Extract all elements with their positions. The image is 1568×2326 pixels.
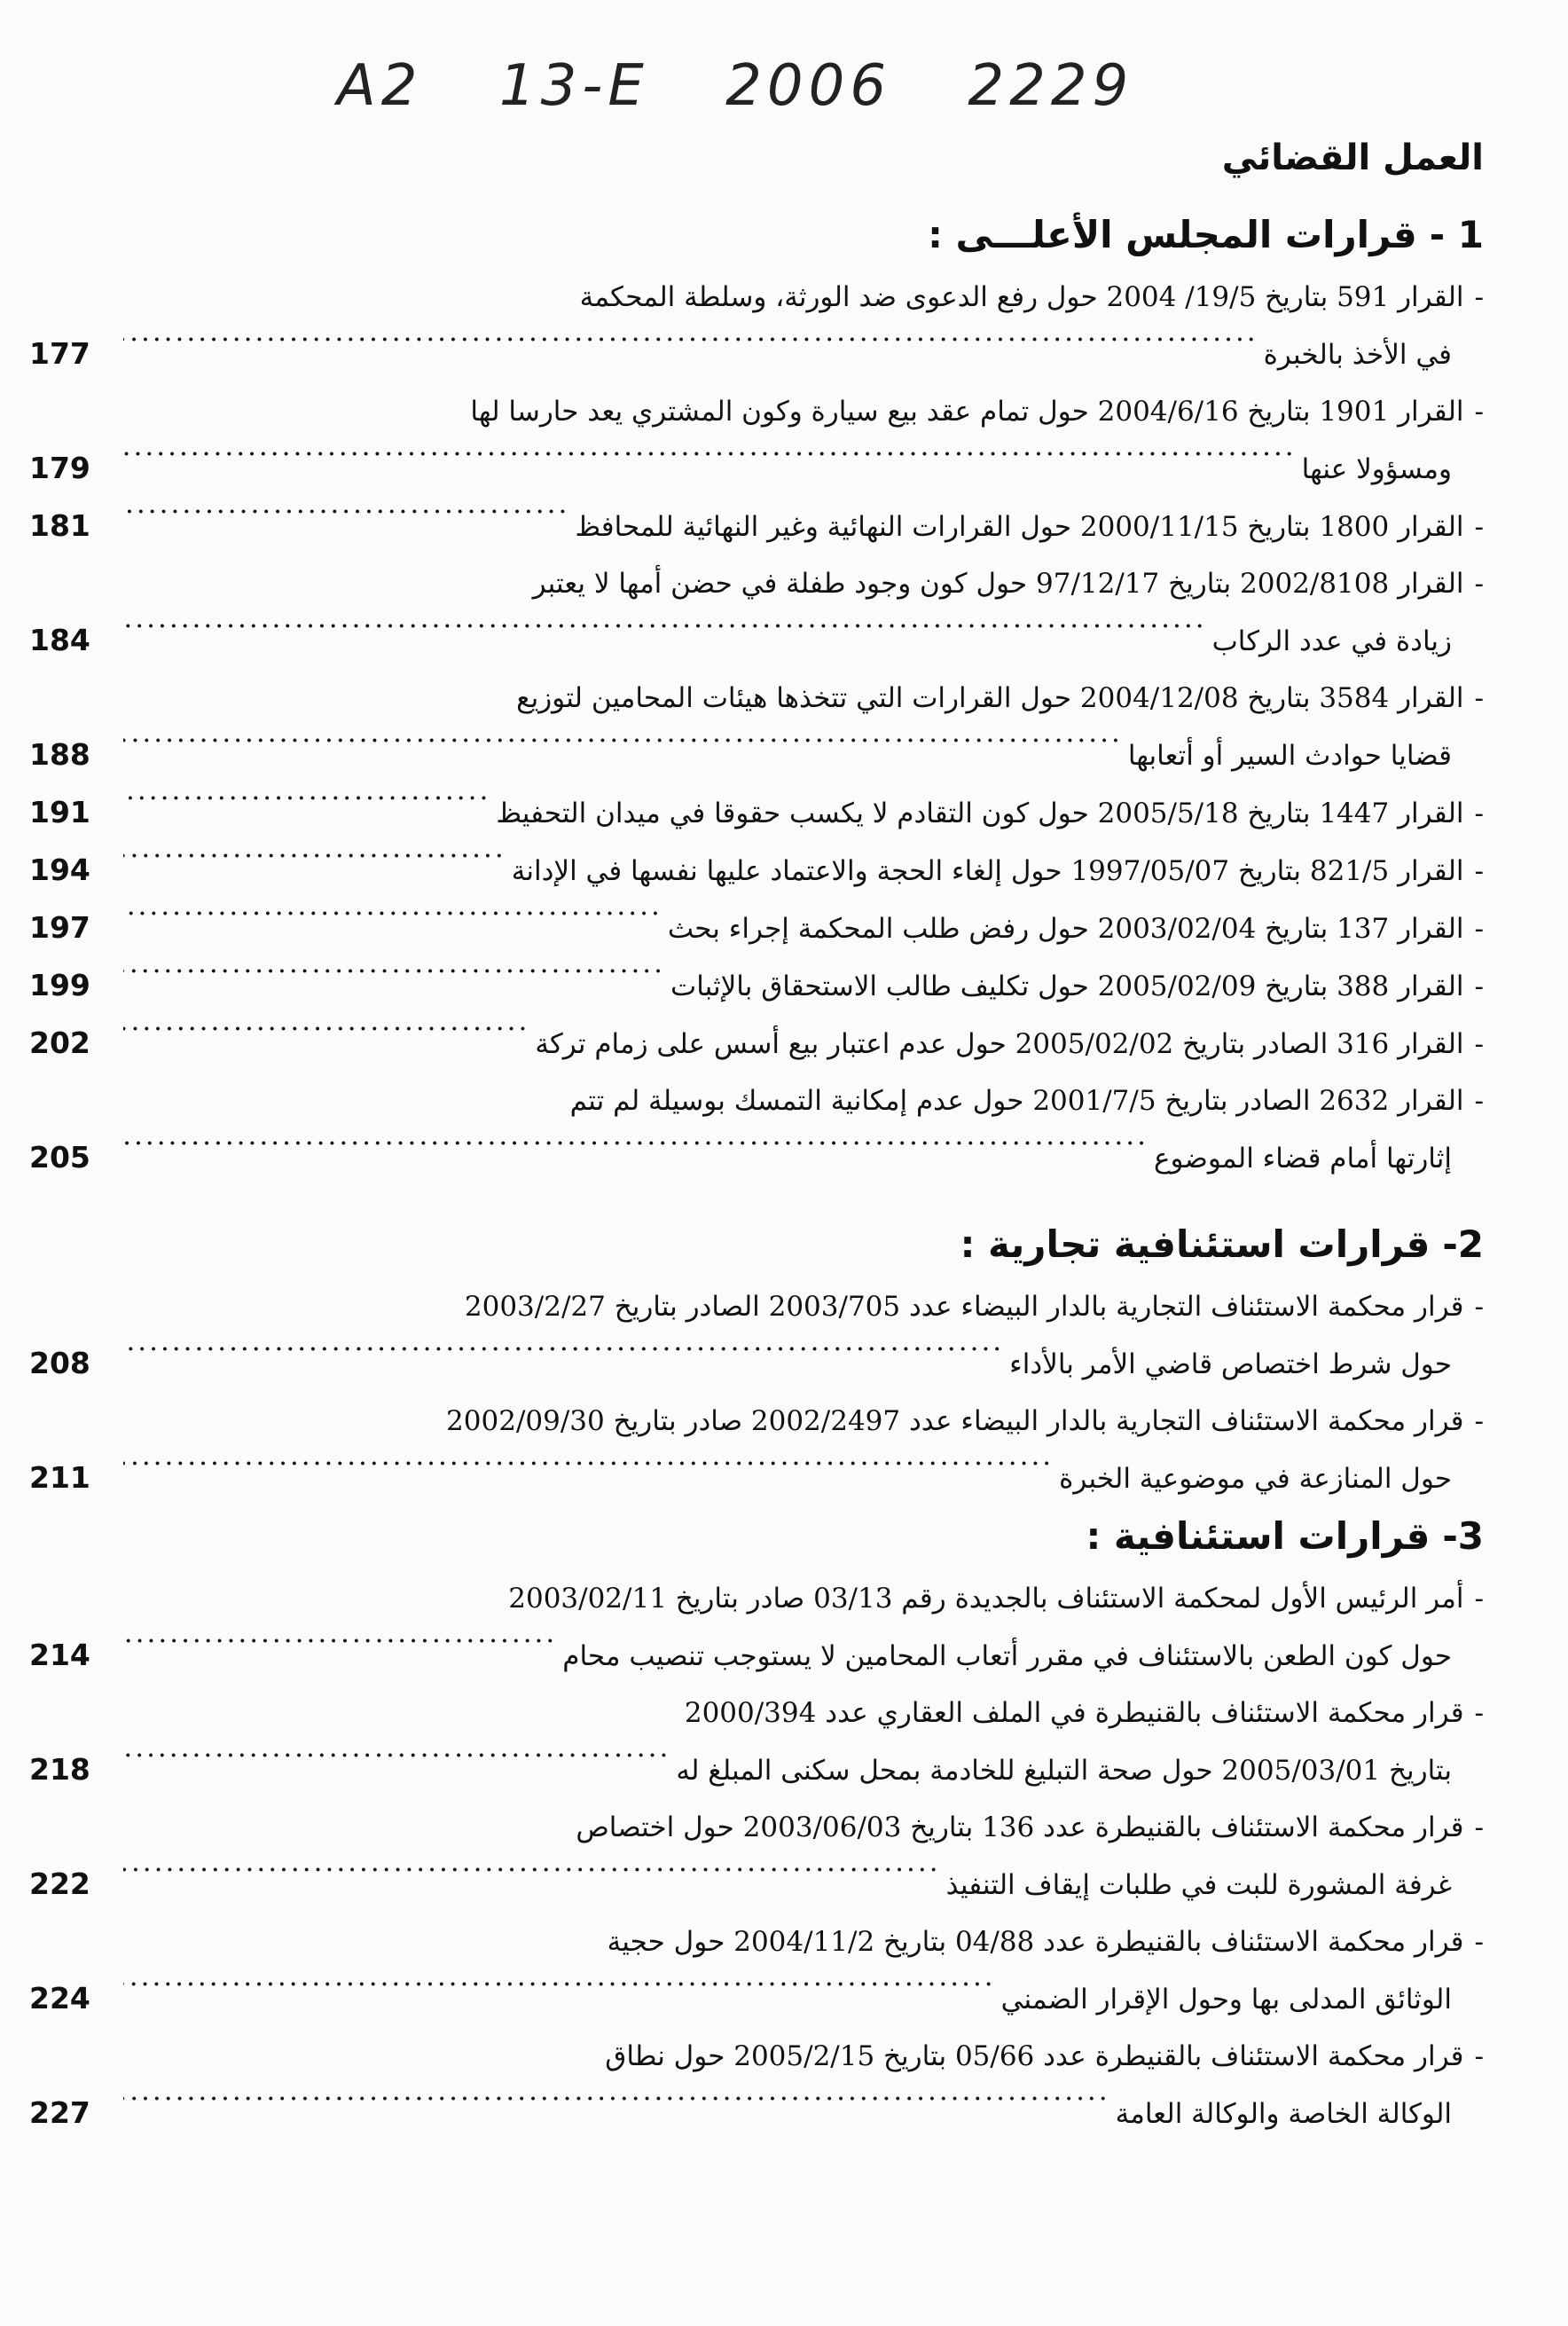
entry-dash: - [1474, 913, 1484, 945]
page-number: 205 [29, 1140, 90, 1175]
dot-leader [123, 1861, 941, 1894]
entry-line [1116, 2086, 1484, 2142]
entry-text: القرار 2002/8108 بتاريخ 97/12/17 حول كون وجود طفلة في حضن أمها لا يعتبر [532, 568, 1464, 600]
dot-leader [123, 1020, 529, 1053]
entry-line [1212, 613, 1484, 670]
entry-text: إثارتها أمام قضاء الموضوع [1154, 1143, 1452, 1175]
entry-leader-row [29, 440, 1484, 498]
entry-dash: - [1474, 970, 1484, 1002]
entry-line [1264, 326, 1484, 383]
entry-dash: - [1474, 2040, 1484, 2072]
entry-text: حول كون الطعن بالاستئناف في مقرر أتعاب المحامين لا يستوجب تنصيب محام [562, 1640, 1452, 1672]
page-number: 208 [29, 1346, 90, 1380]
entry-dash: - [1474, 1085, 1484, 1117]
dot-leader [123, 1976, 996, 2008]
entry-dash: - [1474, 682, 1484, 714]
dot-leader [123, 2090, 1110, 2123]
section-heading [29, 1514, 1484, 1558]
entry-leader-row [29, 326, 1484, 383]
entry-leader-row [29, 612, 1484, 670]
page-number: 214 [29, 1638, 90, 1672]
entry-line [1009, 1336, 1484, 1393]
entry-text: القرار 137 بتاريخ 2003/02/04 حول رفض طلب المحكمة إجراء بحث [667, 913, 1464, 945]
page-number: 227 [29, 2095, 90, 2130]
dot-leader [123, 1340, 1004, 1373]
entry-line [29, 1393, 1484, 1450]
dot-leader [123, 790, 490, 822]
entry-text: بتاريخ 2005/03/01 حول صحة التبليغ للخادمة بمحل سكنى المبلغ له [676, 1755, 1452, 1787]
entry-line [29, 2028, 1484, 2085]
entry-line [670, 958, 1484, 1015]
entry-leader-row [29, 784, 1484, 842]
page-rubric: العمل القضائي [1221, 138, 1484, 178]
page-number: 197 [29, 910, 90, 945]
entry-dash: - [1474, 1405, 1484, 1437]
entry-leader-row [29, 957, 1484, 1015]
page-number: 194 [29, 853, 90, 887]
entry-line [29, 555, 1484, 612]
dot-leader [123, 1135, 1149, 1167]
entry-line [29, 670, 1484, 727]
dot-leader [123, 963, 665, 995]
page-number: 218 [29, 1752, 90, 1787]
toc-entry [29, 842, 1484, 900]
entry-text: القرار 388 بتاريخ 2005/02/09 حول تكليف طالب الاستحقاق بالإثبات [670, 970, 1464, 1002]
entry-text: القرار 591 بتاريخ 19/5/ 2004 حول رفع الدعوى ضد الورثة، وسلطة المحكمة [579, 281, 1464, 313]
dot-leader [123, 1455, 1054, 1488]
entry-text: القرار 1800 بتاريخ 2000/11/15 حول القرارات النهائية وغير النهائية للمحافظ [575, 511, 1464, 543]
entry-text: قرار محكمة الاستئناف بالقنيطرة عدد 05/66 بتاريخ 2005/2/15 حول نطاق [605, 2040, 1464, 2072]
toc-entry [29, 1570, 1484, 1685]
toc-entry [29, 1799, 1484, 1913]
page-number: 222 [29, 1866, 90, 1901]
toc-entry [29, 1393, 1484, 1507]
entry-line [496, 785, 1484, 842]
entry-leader-row [29, 1335, 1484, 1393]
page-number: 202 [29, 1025, 90, 1060]
toc-entry [29, 383, 1484, 498]
entry-text: قرار محكمة الاستئناف التجارية بالدار البيضاء عدد 2003/705 الصادر بتاريخ 2003/2/27 [464, 1291, 1464, 1323]
entry-line [668, 900, 1484, 957]
entry-line [676, 1742, 1484, 1799]
entry-text: الوكالة الخاصة والوكالة العامة [1115, 2098, 1452, 2130]
toc-entry [29, 1278, 1484, 1393]
page-number: 191 [29, 795, 90, 829]
entry-text: القرار 3584 بتاريخ 2004/12/08 حول القرارات التي تتخذها هيئات المحامين لتوزيع [516, 682, 1464, 714]
toc-entry [29, 1015, 1484, 1073]
entry-line [29, 1685, 1484, 1741]
entry-text: زيادة في عدد الركاب [1211, 625, 1452, 657]
entry-text: حول شرط اختصاص قاضي الأمر بالأداء [1009, 1348, 1452, 1380]
entry-text: القرار 1447 بتاريخ 2005/5/18 حول كون التقادم لا يكسب حقوقا في ميدان التحفيظ [496, 798, 1464, 829]
dot-leader [123, 503, 569, 536]
entry-line [512, 843, 1484, 900]
toc-entry [29, 269, 1484, 383]
entry-dash: - [1474, 855, 1484, 887]
entry-text: القرار 2632 الصادر بتاريخ 2001/7/5 حول عدم إمكانية التمسك بوسيلة لم تتم [569, 1085, 1464, 1117]
entry-text: قضايا حوادث السير أو أتعابها [1127, 740, 1452, 772]
section-number: 3- [1442, 1514, 1484, 1558]
entry-line [535, 1016, 1484, 1073]
toc-entry [29, 784, 1484, 842]
dot-leader [123, 732, 1123, 765]
entry-line [1154, 1130, 1484, 1187]
entry-line [29, 1278, 1484, 1335]
page-number: 199 [29, 968, 90, 1002]
entry-line [1001, 1971, 1484, 2028]
entry-text: حول المنازعة في موضوعية الخبرة [1059, 1463, 1452, 1495]
entry-dash: - [1474, 798, 1484, 829]
entry-line [1059, 1450, 1484, 1507]
dot-leader [123, 1747, 670, 1780]
entry-line [29, 1913, 1484, 1970]
entry-dash: - [1474, 1583, 1484, 1615]
toc-section [29, 213, 1484, 1187]
entry-text: القرار 1901 بتاريخ 2004/6/16 حول تمام عقد بيع سيارة وكون المشتري يعد حارسا لها [470, 396, 1464, 428]
toc-entry [29, 957, 1484, 1015]
entry-line [946, 1857, 1484, 1913]
section-heading [29, 213, 1484, 256]
entry-text: أمر الرئيس الأول لمحكمة الاستئناف بالجديدة رقم 03/13 صادر بتاريخ 2003/02/11 [508, 1583, 1464, 1615]
section-number: 1 - [1429, 213, 1484, 256]
entry-text: قرار محكمة الاستئناف بالقنيطرة عدد 04/88 بتاريخ 2004/11/2 حول حجية [607, 1926, 1464, 1958]
entry-dash: - [1474, 1926, 1484, 1958]
page-number: 181 [29, 508, 90, 543]
toc-entry [29, 900, 1484, 957]
dot-leader [123, 445, 1297, 478]
entry-text: القرار 316 الصادر بتاريخ 2005/02/02 حول عدم اعتبار بيع أسس على زمام تركة [535, 1028, 1464, 1060]
entry-leader-row [29, 2085, 1484, 2142]
toc-entry [29, 555, 1484, 670]
entry-line [29, 1799, 1484, 1856]
toc-entry [29, 1913, 1484, 2028]
section-title: قرارات المجلس الأعلـــى : [928, 213, 1417, 256]
dot-leader [123, 617, 1207, 650]
entry-dash: - [1474, 1291, 1484, 1323]
section-number: 2- [1442, 1222, 1484, 1266]
entry-line [29, 269, 1484, 326]
page-number: 177 [29, 336, 90, 371]
page-number: 188 [29, 737, 90, 772]
entry-dash: - [1474, 281, 1484, 313]
entry-line [29, 1570, 1484, 1627]
page-number: 179 [29, 451, 90, 485]
entry-leader-row [29, 1856, 1484, 1913]
entry-line [29, 383, 1484, 440]
entry-leader-row [29, 1015, 1484, 1073]
entry-dash: - [1474, 568, 1484, 600]
handwritten-reference: A2 13-E 2006 2229 [337, 53, 1134, 119]
entry-dash: - [1474, 396, 1484, 428]
page-number: 224 [29, 1981, 90, 2016]
section-title: قرارات استئنافية : [1086, 1514, 1431, 1558]
dot-leader [123, 331, 1258, 364]
entry-leader-row [29, 727, 1484, 784]
section-title: قرارات استئنافية تجارية : [960, 1222, 1431, 1266]
toc-entry [29, 670, 1484, 784]
entry-leader-row [29, 1970, 1484, 2028]
entry-dash: - [1474, 511, 1484, 543]
entry-text: قرار محكمة الاستئناف بالقنيطرة في الملف العقاري عدد 2000/394 [684, 1697, 1464, 1729]
entry-leader-row [29, 1627, 1484, 1685]
toc-entry [29, 2028, 1484, 2142]
section-heading [29, 1222, 1484, 1266]
toc-entry [29, 498, 1484, 555]
toc-section [29, 1222, 1484, 1507]
entry-line [1128, 727, 1484, 784]
entry-leader-row [29, 1741, 1484, 1799]
entry-leader-row [29, 498, 1484, 555]
toc-section [29, 1514, 1484, 2142]
entry-line [29, 1073, 1484, 1129]
entry-line [1302, 441, 1484, 498]
entry-dash: - [1474, 1697, 1484, 1729]
dot-leader [123, 847, 506, 880]
table-of-contents [29, 213, 1484, 2178]
dot-leader [123, 1632, 557, 1665]
entry-text: ومسؤولا عنها [1301, 453, 1452, 485]
toc-entry [29, 1073, 1484, 1187]
entry-leader-row [29, 1129, 1484, 1187]
entry-text: الوثائق المدلى بها وحول الإقرار الضمني [1000, 1984, 1452, 2016]
entry-leader-row [29, 1450, 1484, 1507]
entry-dash: - [1474, 1028, 1484, 1060]
page-number: 211 [29, 1460, 90, 1495]
entry-leader-row [29, 900, 1484, 957]
entry-dash: - [1474, 1811, 1484, 1843]
entry-text: غرفة المشورة للبت في طلبات إيقاف التنفيذ [945, 1869, 1452, 1901]
toc-entry [29, 1685, 1484, 1799]
page-number: 184 [29, 623, 90, 657]
entry-leader-row [29, 842, 1484, 900]
entry-text: قرار محكمة الاستئناف بالقنيطرة عدد 136 بتاريخ 2003/06/03 حول اختصاص [576, 1811, 1464, 1843]
dot-leader [123, 905, 662, 938]
entry-text: قرار محكمة الاستئناف التجارية بالدار البيضاء عدد 2002/2497 صادر بتاريخ 2002/09/30 [446, 1405, 1464, 1437]
entry-line [575, 499, 1484, 555]
entry-line [562, 1628, 1484, 1685]
entry-text: في الأخذ بالخبرة [1263, 339, 1452, 371]
entry-text: القرار 821/5 بتاريخ 1997/05/07 حول إلغاء الحجة والاعتماد عليها نفسها في الإدانة [511, 855, 1464, 887]
